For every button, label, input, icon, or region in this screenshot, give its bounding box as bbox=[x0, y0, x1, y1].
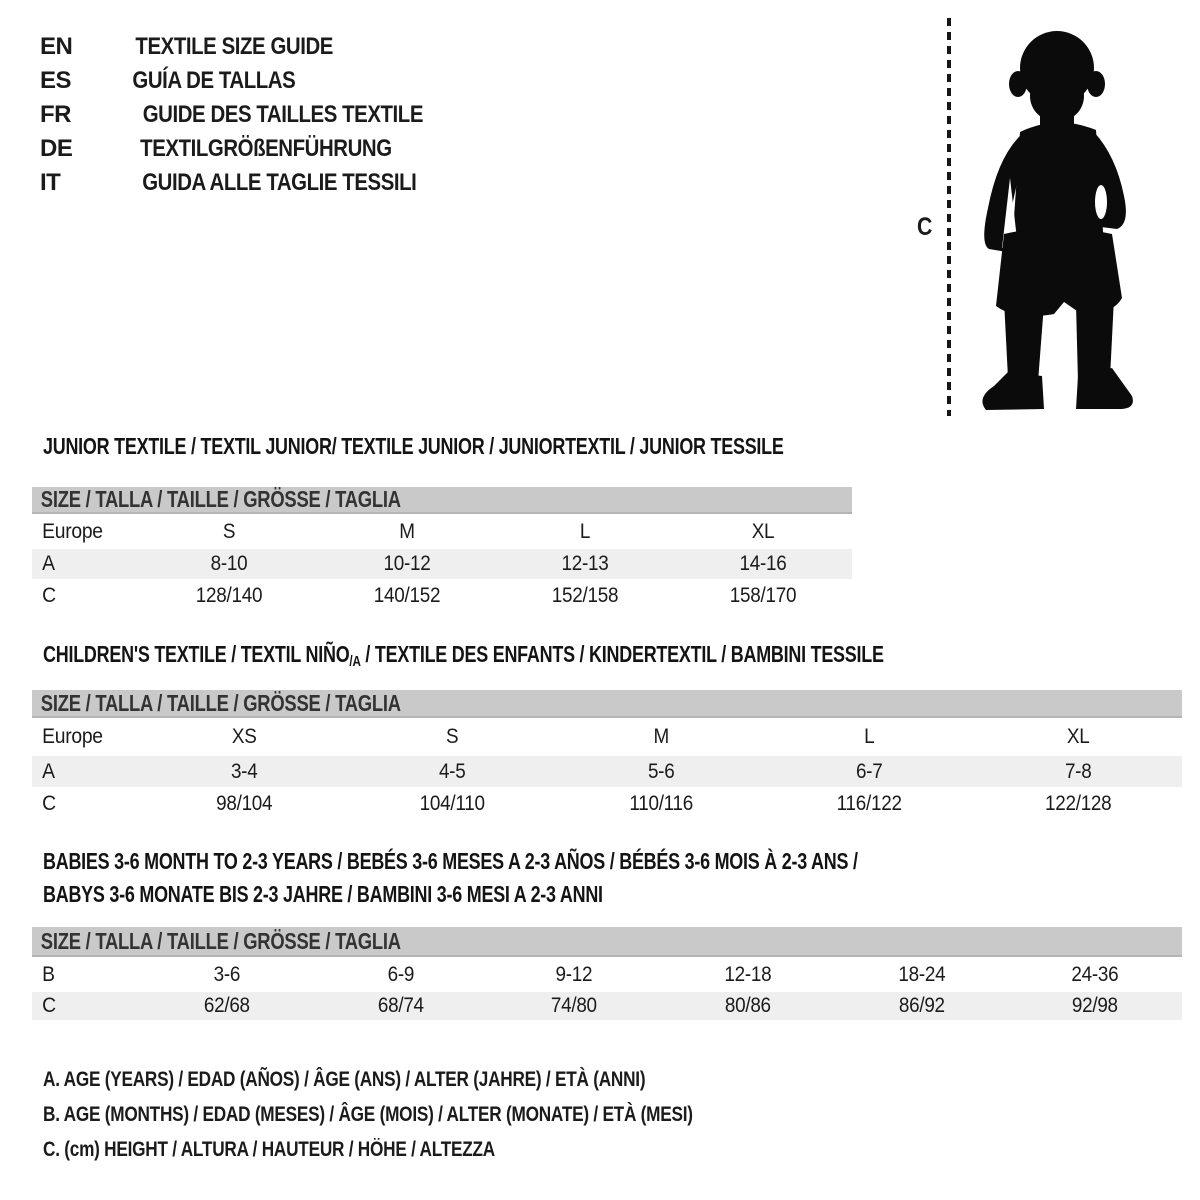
months-cell: 12-18 bbox=[724, 962, 772, 986]
row-label: C bbox=[42, 994, 56, 1017]
height-cell: 158/170 bbox=[729, 584, 797, 607]
height-measure-label: C bbox=[917, 213, 933, 241]
babies-section-heading-line1: BABIES 3-6 MONTH TO 2-3 YEARS / BEBÉS 3-6 MESES A 2-3 AÑOS / BÉBÉS 3-6 MOIS À 2-3 ANS / bbox=[43, 848, 858, 874]
height-cell: 74/80 bbox=[551, 994, 598, 1017]
height-cell: 104/110 bbox=[420, 791, 486, 815]
height-cell: 62/68 bbox=[203, 994, 250, 1017]
months-cell: 18-24 bbox=[898, 962, 946, 986]
legend-line-a bbox=[43, 1062, 835, 1097]
height-cell: 110/116 bbox=[629, 791, 693, 815]
height-cell: 98/104 bbox=[216, 791, 273, 815]
table-row-europe bbox=[32, 514, 852, 549]
months-cell: 3-6 bbox=[213, 962, 241, 986]
table-row-height bbox=[32, 579, 852, 613]
language-title: GUÍA DE TALLAS bbox=[132, 67, 296, 94]
toddler-silhouette-icon bbox=[964, 16, 1136, 418]
language-code: EN bbox=[40, 33, 73, 60]
language-title: TEXTILE SIZE GUIDE bbox=[135, 33, 333, 60]
language-row-en bbox=[40, 30, 448, 64]
language-code: DE bbox=[40, 135, 73, 162]
height-cell: 86/92 bbox=[898, 994, 945, 1017]
size-header-bar bbox=[32, 487, 852, 514]
size-cell: M bbox=[399, 519, 415, 543]
age-cell: 8-10 bbox=[210, 552, 248, 575]
babies-section-heading-line2: BABYS 3-6 MONATE BIS 2-3 JAHRE / BAMBINI 3-6 MESI A 2-3 ANNI bbox=[43, 881, 603, 907]
children-heading-prefix: CHILDREN'S TEXTILE / TEXTIL NIÑO bbox=[43, 641, 350, 667]
row-label: B bbox=[42, 962, 55, 986]
language-row-de bbox=[40, 132, 448, 166]
legend-line-b bbox=[43, 1097, 835, 1132]
row-label: Europe bbox=[42, 519, 103, 543]
legend-text: B. AGE (MONTHS) / EDAD (MESES) / ÂGE (MOIS) / ALTER (MONATE) / ETÀ (MESI) bbox=[43, 1102, 693, 1126]
children-heading-subscript: /A bbox=[349, 653, 361, 670]
language-title: GUIDE DES TAILLES TEXTILE bbox=[142, 101, 424, 128]
table-row-months bbox=[32, 957, 1182, 992]
height-cell: 122/128 bbox=[1044, 791, 1112, 815]
babies-size-table bbox=[32, 927, 1182, 1020]
language-code: ES bbox=[40, 67, 72, 94]
months-cell: 6-9 bbox=[387, 962, 414, 986]
size-header-bar bbox=[32, 690, 1182, 718]
row-label: A bbox=[42, 759, 55, 783]
language-row-fr bbox=[40, 98, 448, 132]
children-size-table bbox=[32, 690, 1182, 820]
age-cell: 14-16 bbox=[739, 552, 787, 575]
legend-text: C. (cm) HEIGHT / ALTURA / HAUTEUR / HÖHE / ALTEZZA bbox=[43, 1137, 495, 1161]
height-cell: 68/74 bbox=[377, 994, 424, 1017]
language-row-es bbox=[40, 64, 448, 98]
size-header-text: SIZE / TALLA / TAILLE / GRÖSSE / TAGLIA bbox=[40, 689, 401, 716]
size-cell: S bbox=[446, 725, 459, 748]
height-cell: 140/152 bbox=[373, 584, 441, 607]
size-header-text: SIZE / TALLA / TAILLE / GRÖSSE / TAGLIA bbox=[40, 486, 401, 512]
size-cell: XL bbox=[751, 519, 775, 543]
age-cell: 6-7 bbox=[856, 759, 883, 783]
table-row-height bbox=[32, 992, 1182, 1020]
size-cell: XS bbox=[231, 725, 257, 748]
size-cell: XL bbox=[1066, 725, 1090, 748]
height-cell: 152/158 bbox=[551, 584, 619, 607]
size-cell: L bbox=[579, 519, 591, 543]
height-dashed-line bbox=[947, 18, 951, 416]
row-label: C bbox=[42, 584, 56, 607]
row-label: C bbox=[42, 791, 56, 815]
age-cell: 5-6 bbox=[647, 759, 675, 783]
height-cell: 80/86 bbox=[724, 994, 771, 1017]
months-cell: 24-36 bbox=[1071, 962, 1119, 986]
legend-line-c bbox=[43, 1132, 835, 1167]
language-title-block bbox=[40, 30, 448, 200]
children-section-heading bbox=[43, 641, 884, 668]
language-code: IT bbox=[40, 169, 61, 196]
size-cell: M bbox=[653, 725, 669, 748]
legend-block bbox=[43, 1062, 835, 1167]
height-cell: 116/122 bbox=[836, 791, 902, 815]
children-heading-suffix: / TEXTILE DES ENFANTS / KINDERTEXTIL / BAMBINI TESSILE bbox=[360, 641, 884, 667]
table-row-height bbox=[32, 787, 1182, 820]
months-cell: 9-12 bbox=[555, 962, 593, 986]
language-row-it bbox=[40, 166, 448, 200]
language-title: TEXTILGRÖßENFÜHRUNG bbox=[140, 135, 392, 162]
age-cell: 7-8 bbox=[1064, 759, 1092, 783]
age-cell: 4-5 bbox=[439, 759, 466, 783]
table-row-europe bbox=[32, 718, 1182, 756]
table-row-age bbox=[32, 756, 1182, 787]
language-title: GUIDA ALLE TAGLIE TESSILI bbox=[142, 169, 417, 196]
row-label: A bbox=[42, 552, 55, 575]
size-cell: L bbox=[864, 725, 875, 748]
height-cell: 128/140 bbox=[195, 584, 263, 607]
language-code: FR bbox=[40, 101, 71, 128]
table-row-age bbox=[32, 549, 852, 579]
age-cell: 10-12 bbox=[383, 552, 431, 575]
junior-size-table bbox=[32, 487, 852, 613]
height-cell: 92/98 bbox=[1072, 994, 1119, 1017]
row-label: Europe bbox=[42, 725, 103, 748]
legend-text: A. AGE (YEARS) / EDAD (AÑOS) / ÂGE (ANS) / ALTER (JAHRE) / ETÀ (ANNI) bbox=[43, 1067, 646, 1091]
junior-section-heading: JUNIOR TEXTILE / TEXTIL JUNIOR/ TEXTILE JUNIOR / JUNIORTEXTIL / JUNIOR TESSILE bbox=[43, 433, 784, 459]
age-cell: 3-4 bbox=[230, 759, 258, 783]
size-cell: S bbox=[222, 519, 236, 543]
size-header-text: SIZE / TALLA / TAILLE / GRÖSSE / TAGLIA bbox=[40, 927, 401, 954]
age-cell: 12-13 bbox=[561, 552, 609, 575]
size-header-bar bbox=[32, 927, 1182, 957]
